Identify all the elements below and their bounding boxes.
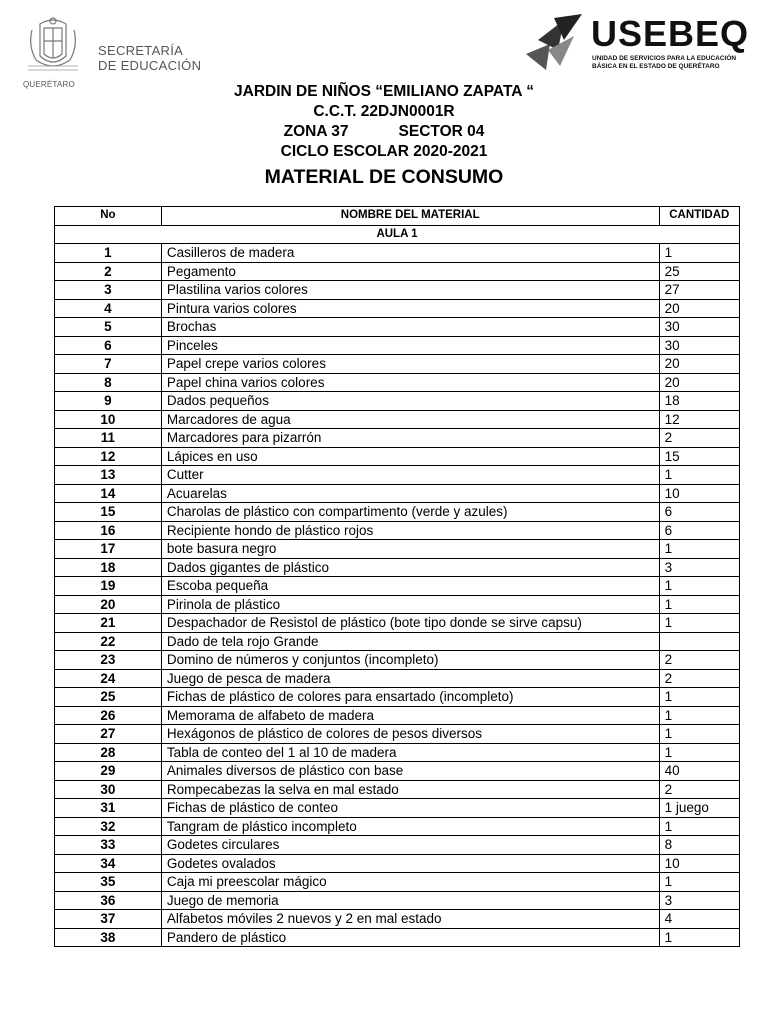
row-no: 28 — [55, 743, 162, 762]
row-no: 10 — [55, 410, 162, 429]
row-qty: 1 — [659, 928, 739, 947]
row-no: 37 — [55, 910, 162, 929]
row-qty: 2 — [659, 669, 739, 688]
usebeq-logo — [524, 14, 749, 74]
row-qty: 10 — [659, 484, 739, 503]
row-no: 34 — [55, 854, 162, 873]
row-no: 12 — [55, 447, 162, 466]
row-no: 36 — [55, 891, 162, 910]
row-no: 15 — [55, 503, 162, 522]
usebeq-subtitle — [592, 55, 736, 71]
table-row — [55, 928, 740, 947]
zona-sector — [0, 122, 768, 142]
row-name: Tangram de plástico incompleto — [161, 817, 659, 836]
row-qty: 6 — [659, 503, 739, 522]
row-no: 8 — [55, 373, 162, 392]
row-no: 33 — [55, 836, 162, 855]
row-no: 20 — [55, 595, 162, 614]
row-name: Fichas de plástico de colores para ensartado (incompleto) — [161, 688, 659, 707]
row-qty: 8 — [659, 836, 739, 855]
table-row — [55, 891, 740, 910]
row-qty: 25 — [659, 262, 739, 281]
row-name: Marcadores de agua — [161, 410, 659, 429]
row-no: 6 — [55, 336, 162, 355]
section-row — [55, 225, 740, 244]
row-name: Marcadores para pizarrón — [161, 429, 659, 448]
table-row — [55, 521, 740, 540]
row-name: Pegamento — [161, 262, 659, 281]
table-row — [55, 410, 740, 429]
row-qty: 3 — [659, 891, 739, 910]
row-no: 26 — [55, 706, 162, 725]
secretaria-text — [98, 43, 201, 73]
row-name: Brochas — [161, 318, 659, 337]
table-row — [55, 743, 740, 762]
row-name: Papel china varios colores — [161, 373, 659, 392]
table-row — [55, 355, 740, 374]
table-row — [55, 373, 740, 392]
row-qty: 20 — [659, 355, 739, 374]
table-row — [55, 540, 740, 559]
section-label: AULA 1 — [55, 225, 740, 244]
document-header — [0, 82, 768, 190]
row-qty: 6 — [659, 521, 739, 540]
row-qty: 1 — [659, 873, 739, 892]
row-qty: 12 — [659, 410, 739, 429]
table-row — [55, 688, 740, 707]
table-row — [55, 281, 740, 300]
row-name: Escoba pequeña — [161, 577, 659, 596]
row-qty: 15 — [659, 447, 739, 466]
row-qty: 1 — [659, 817, 739, 836]
row-no: 2 — [55, 262, 162, 281]
row-no: 11 — [55, 429, 162, 448]
table-row — [55, 558, 740, 577]
row-no: 38 — [55, 928, 162, 947]
table-row — [55, 632, 740, 651]
row-name: Papel crepe varios colores — [161, 355, 659, 374]
row-no: 27 — [55, 725, 162, 744]
cct-code: C.C.T. 22DJN0001R — [313, 103, 455, 120]
row-no: 21 — [55, 614, 162, 633]
row-name: Tabla de conteo del 1 al 10 de madera — [161, 743, 659, 762]
row-no: 1 — [55, 244, 162, 263]
secretaria-line1: SECRETARÍA — [98, 43, 184, 58]
row-no: 14 — [55, 484, 162, 503]
row-no: 35 — [55, 873, 162, 892]
row-no: 31 — [55, 799, 162, 818]
table-row — [55, 873, 740, 892]
row-qty: 18 — [659, 392, 739, 411]
row-name: bote basura negro — [161, 540, 659, 559]
row-no: 18 — [55, 558, 162, 577]
row-no: 16 — [55, 521, 162, 540]
table-row — [55, 669, 740, 688]
row-qty: 1 — [659, 466, 739, 485]
row-qty: 1 — [659, 688, 739, 707]
row-qty: 30 — [659, 336, 739, 355]
row-name: Domino de números y conjuntos (incompleto) — [161, 651, 659, 670]
row-name: Lápices en uso — [161, 447, 659, 466]
usebeq-mark-icon — [524, 14, 584, 70]
row-no: 24 — [55, 669, 162, 688]
row-name: Despachador de Resistol de plástico (bote tipo donde se sirve capsu) — [161, 614, 659, 633]
document-title: MATERIAL DE CONSUMO — [264, 166, 504, 188]
row-name: Pintura varios colores — [161, 299, 659, 318]
table-row — [55, 429, 740, 448]
row-qty: 30 — [659, 318, 739, 337]
table-row — [55, 299, 740, 318]
row-name: Memorama de alfabeto de madera — [161, 706, 659, 725]
table-row — [55, 244, 740, 263]
row-no: 3 — [55, 281, 162, 300]
ciclo-escolar: CICLO ESCOLAR 2020-2021 — [280, 143, 488, 160]
row-qty: 1 — [659, 706, 739, 725]
table-row — [55, 762, 740, 781]
table-row — [55, 614, 740, 633]
row-name: Caja mi preescolar mágico — [161, 873, 659, 892]
row-name: Dado de tela rojo Grande — [161, 632, 659, 651]
header-no: No — [55, 207, 162, 226]
zona-label: ZONA 37 — [283, 123, 349, 140]
row-qty: 1 juego — [659, 799, 739, 818]
row-no: 7 — [55, 355, 162, 374]
table-header-row — [55, 207, 740, 226]
school-name: JARDIN DE NIÑOS “EMILIANO ZAPATA “ — [234, 83, 534, 100]
row-qty: 2 — [659, 429, 739, 448]
row-no: 5 — [55, 318, 162, 337]
row-qty: 20 — [659, 299, 739, 318]
table-row — [55, 595, 740, 614]
row-no: 19 — [55, 577, 162, 596]
table-row — [55, 817, 740, 836]
table-row — [55, 447, 740, 466]
row-name: Juego de memoria — [161, 891, 659, 910]
row-name: Pandero de plástico — [161, 928, 659, 947]
row-qty: 1 — [659, 725, 739, 744]
table-row — [55, 651, 740, 670]
table-row — [55, 318, 740, 337]
header-name: NOMBRE DEL MATERIAL — [161, 207, 659, 226]
row-qty: 1 — [659, 743, 739, 762]
row-no: 13 — [55, 466, 162, 485]
table-row — [55, 836, 740, 855]
usebeq-sub-line2: BÁSICA EN EL ESTADO DE QUERÉTARO — [592, 63, 720, 70]
table-row — [55, 780, 740, 799]
row-no: 9 — [55, 392, 162, 411]
table-row — [55, 577, 740, 596]
queretaro-label: QUERÉTARO — [23, 80, 75, 89]
row-qty: 1 — [659, 577, 739, 596]
row-qty: 2 — [659, 651, 739, 670]
row-no: 30 — [55, 780, 162, 799]
row-name: Recipiente hondo de plástico rojos — [161, 521, 659, 540]
row-name: Hexágonos de plástico de colores de pesos diversos — [161, 725, 659, 744]
table-row — [55, 725, 740, 744]
row-name: Cutter — [161, 466, 659, 485]
row-name: Pirinola de plástico — [161, 595, 659, 614]
table-row — [55, 466, 740, 485]
row-name: Dados pequeños — [161, 392, 659, 411]
materials-table — [54, 206, 740, 947]
row-qty: 3 — [659, 558, 739, 577]
row-no: 22 — [55, 632, 162, 651]
row-qty: 1 — [659, 614, 739, 633]
row-no: 32 — [55, 817, 162, 836]
table-row — [55, 262, 740, 281]
row-name: Godetes circulares — [161, 836, 659, 855]
row-qty: 27 — [659, 281, 739, 300]
row-qty: 20 — [659, 373, 739, 392]
row-qty: 2 — [659, 780, 739, 799]
row-name: Charolas de plástico con compartimento (verde y azules) — [161, 503, 659, 522]
table-row — [55, 336, 740, 355]
table-row — [55, 910, 740, 929]
row-name: Acuarelas — [161, 484, 659, 503]
table-row — [55, 484, 740, 503]
row-qty — [659, 632, 739, 651]
row-name: Godetes ovalados — [161, 854, 659, 873]
sector-label: SECTOR 04 — [398, 123, 485, 140]
row-no: 23 — [55, 651, 162, 670]
row-name: Juego de pesca de madera — [161, 669, 659, 688]
row-name: Rompecabezas la selva en mal estado — [161, 780, 659, 799]
row-qty: 1 — [659, 244, 739, 263]
row-name: Fichas de plástico de conteo — [161, 799, 659, 818]
secretaria-line2: DE EDUCACIÓN — [98, 58, 202, 73]
row-name: Pinceles — [161, 336, 659, 355]
header-qty: CANTIDAD — [659, 207, 739, 226]
row-name: Casilleros de madera — [161, 244, 659, 263]
row-name: Animales diversos de plástico con base — [161, 762, 659, 781]
row-name: Plastilina varios colores — [161, 281, 659, 300]
usebeq-title: USEBEQ — [591, 13, 750, 54]
table-row — [55, 392, 740, 411]
table-row — [55, 706, 740, 725]
row-qty: 10 — [659, 854, 739, 873]
row-no: 4 — [55, 299, 162, 318]
row-no: 17 — [55, 540, 162, 559]
usebeq-sub-line1: UNIDAD DE SERVICIOS PARA LA EDUCACIÓN — [592, 55, 737, 62]
row-no: 29 — [55, 762, 162, 781]
table-row — [55, 854, 740, 873]
row-qty: 1 — [659, 540, 739, 559]
row-qty: 1 — [659, 595, 739, 614]
row-name: Dados gigantes de plástico — [161, 558, 659, 577]
table-row — [55, 503, 740, 522]
row-name: Alfabetos móviles 2 nuevos y 2 en mal estado — [161, 910, 659, 929]
row-no: 25 — [55, 688, 162, 707]
row-qty: 40 — [659, 762, 739, 781]
row-qty: 4 — [659, 910, 739, 929]
table-row — [55, 799, 740, 818]
